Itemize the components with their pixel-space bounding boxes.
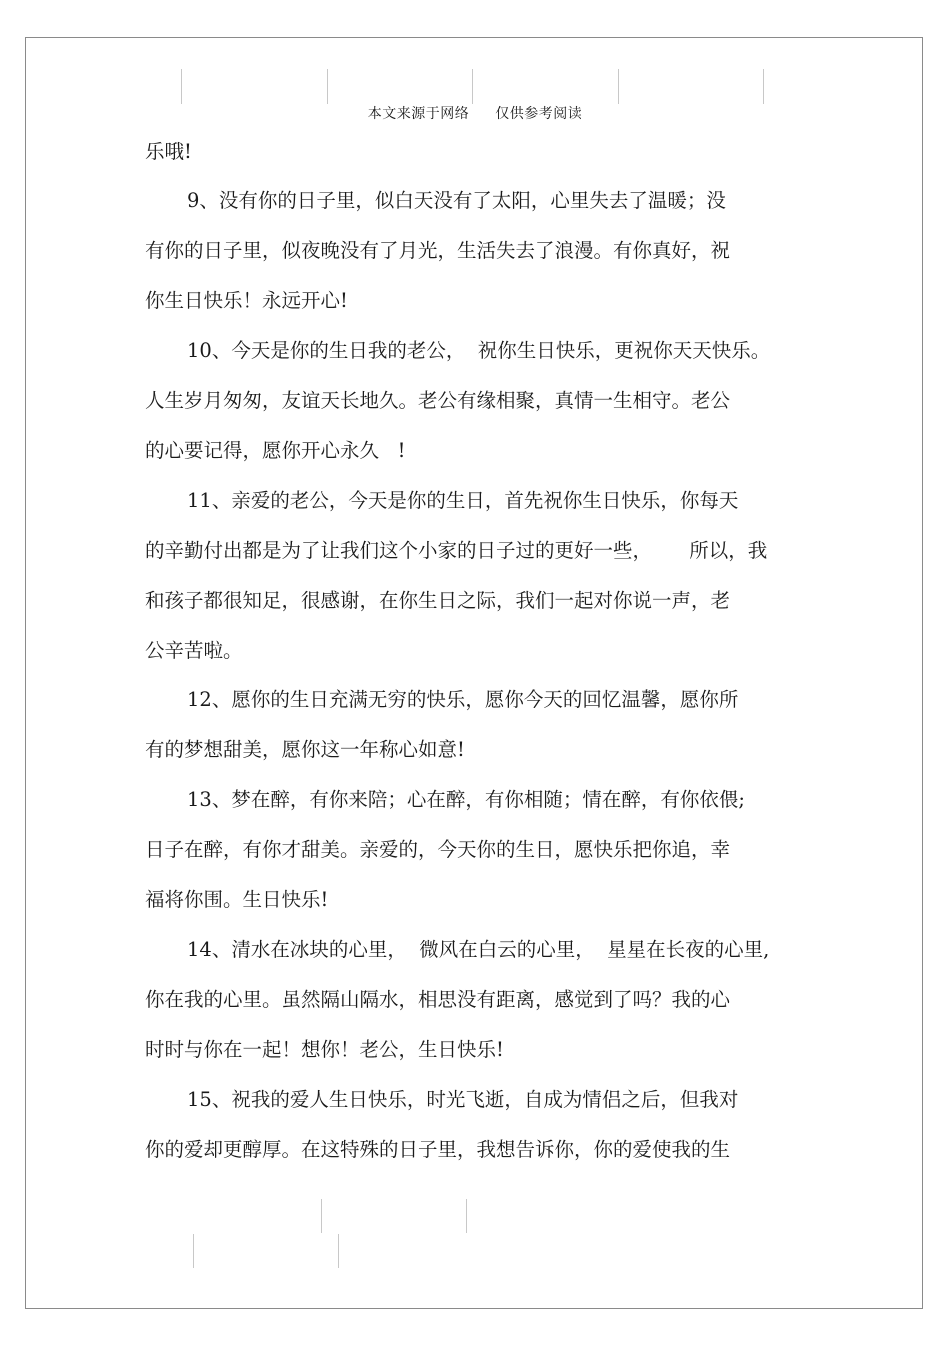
header-rule-5 bbox=[763, 69, 764, 104]
header-rule-1 bbox=[181, 69, 182, 104]
wish-9-line-2: 有你的日子里，似夜晚没有了月光，生活失去了浪漫。有你真好，祝 bbox=[145, 239, 731, 262]
wish-11-line-3: 和孩子都很知足，很感谢，在你生日之际，我们一起对你说一声，老 bbox=[145, 589, 731, 612]
page-header bbox=[0, 103, 950, 123]
header-rule-4 bbox=[618, 69, 619, 104]
wish-10-line-3: 的心要记得，愿你开心永久 ! bbox=[145, 439, 406, 462]
wish-14-line-2: 你在我的心里。虽然隔山隔水，相思没有距离，感觉到了吗？我的心 bbox=[145, 988, 731, 1011]
page-border bbox=[25, 37, 923, 1309]
header-source-text: 本文来源于网络 bbox=[367, 106, 470, 122]
header-rule-2 bbox=[327, 69, 328, 104]
text-line: 乐哦! bbox=[145, 140, 192, 163]
wish-13-line-2: 日子在醉，有你才甜美。亲爱的，今天你的生日，愿快乐把你追，幸 bbox=[145, 838, 731, 861]
wish-10-line-2: 人生岁月匆匆，友谊天长地久。老公有缘相聚，真情一生相守。老公 bbox=[145, 389, 731, 412]
wish-12-line-1: 12、愿你的生日充满无穷的快乐，愿你今天的回忆温馨，愿你所 bbox=[187, 688, 739, 711]
footer-rule-1 bbox=[321, 1199, 322, 1233]
footer-rule-3 bbox=[193, 1234, 194, 1268]
wish-11-line-4: 公辛苦啦。 bbox=[145, 639, 243, 662]
wish-11-line-1: 11、亲爱的老公，今天是你的生日，首先祝你生日快乐，你每天 bbox=[187, 489, 739, 512]
header-rule-3 bbox=[472, 69, 473, 104]
footer-rule-2 bbox=[466, 1199, 467, 1233]
wish-13-line-1: 13、梦在醉，有你来陪；心在醉，有你相随；情在醉，有你依偎; bbox=[187, 788, 745, 811]
wish-10-line-1: 10、今天是你的生日我的老公， 祝你生日快乐，更祝你天天快乐。 bbox=[187, 339, 771, 362]
wish-14-line-1: 14、清水在冰块的心里， 微风在白云的心里， 星星在长夜的心里, bbox=[187, 938, 770, 961]
wish-14-line-3: 时时与你在一起！想你！老公，生日快乐! bbox=[145, 1038, 504, 1061]
wish-9-line-3: 你生日快乐！永远开心! bbox=[145, 289, 348, 312]
wish-9-line-1: 9、没有你的日子里，似白天没有了太阳，心里失去了温暖；没 bbox=[187, 189, 726, 212]
footer-rule-4 bbox=[338, 1234, 339, 1268]
wish-11-line-2: 的辛勤付出都是为了让我们这个小家的日子过的更好一些， 所以，我 bbox=[145, 539, 768, 562]
wish-15-line-1: 15、祝我的爱人生日快乐，时光飞逝，自成为情侣之后，但我对 bbox=[187, 1088, 739, 1111]
wish-12-line-2: 有的梦想甜美，愿你这一年称心如意! bbox=[145, 738, 465, 761]
wish-15-line-2: 你的爱却更醇厚。在这特殊的日子里，我想告诉你，你的爱使我的生 bbox=[145, 1138, 731, 1161]
header-reference-text: 仅供参考阅读 bbox=[495, 106, 583, 122]
wish-13-line-3: 福将你围。生日快乐! bbox=[145, 888, 329, 911]
